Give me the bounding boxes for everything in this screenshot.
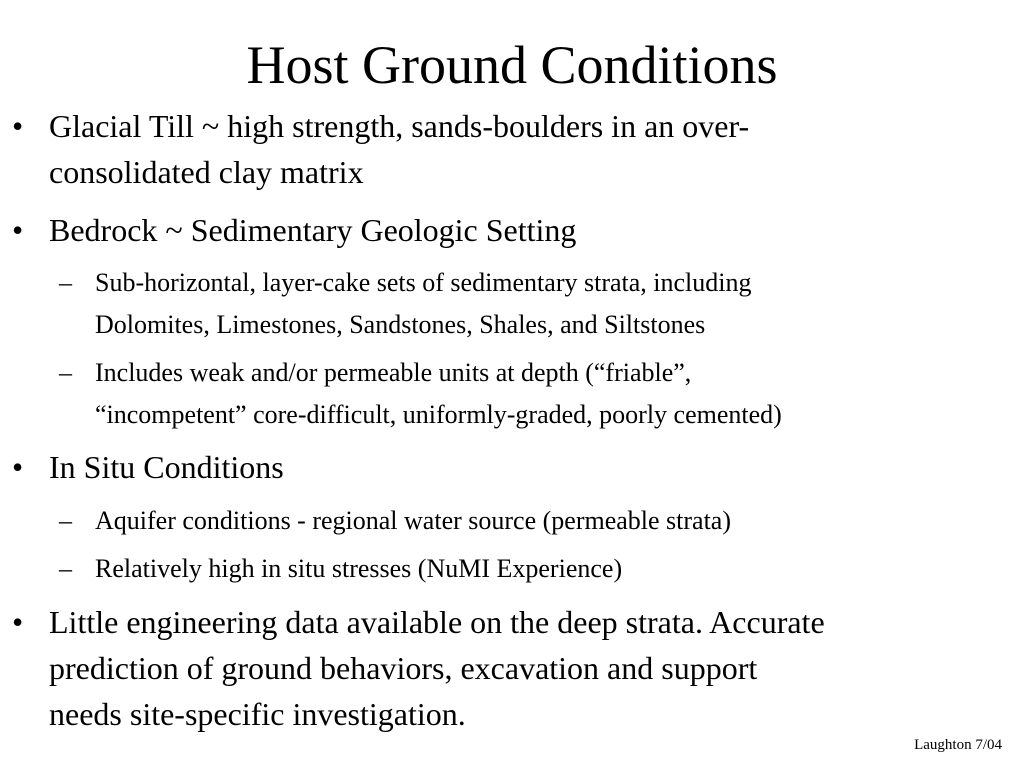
bullet-text (49, 599, 1019, 737)
sub-bullet-marker: – (59, 268, 72, 297)
slide-footer: Laughton 7/04 (914, 737, 1002, 753)
bullet-line: consolidated clay matrix (49, 154, 364, 190)
bullet-line: In Situ Conditions (49, 449, 284, 485)
sub-bullet-text (95, 262, 1015, 346)
bullet-line: Little engineering data available on the deep strata. Accurate (49, 604, 825, 640)
sub-bullet-text (95, 352, 1015, 436)
sub-bullet-marker: – (59, 554, 72, 583)
bullet-line: prediction of ground behaviors, excavation and support (49, 650, 758, 686)
bullet-marker: • (12, 604, 24, 640)
bullet-marker: • (12, 212, 24, 248)
bullet-text (49, 207, 1019, 253)
sub-bullet-marker: – (59, 506, 72, 535)
sub-bullet-line: Includes weak and/or permeable units at depth (“friable”, (95, 358, 692, 387)
sub-bullet-text (95, 548, 1015, 590)
bullet-text (49, 444, 1019, 490)
bullet-marker: • (12, 108, 24, 144)
slide-title: Host Ground Conditions (246, 35, 778, 95)
bullet-line: Bedrock ~ Sedimentary Geologic Setting (49, 212, 577, 248)
bullet-marker: • (12, 449, 24, 485)
bullet-text (49, 103, 1019, 195)
sub-bullet-line: Aquifer conditions - regional water source (permeable strata) (95, 506, 732, 535)
sub-bullet-marker: – (59, 358, 72, 387)
sub-bullet-line: Relatively high in situ stresses (NuMI Experience) (95, 554, 623, 583)
bullet-line: Glacial Till ~ high strength, sands-boulders in an over- (49, 108, 750, 144)
sub-bullet-text (95, 500, 1015, 542)
sub-bullet-line: “incompetent” core-difficult, uniformly-graded, poorly cemented) (95, 400, 782, 429)
sub-bullet-line: Sub-horizontal, layer-cake sets of sedimentary strata, including (95, 268, 752, 297)
bullet-line: needs site-specific investigation. (49, 696, 466, 732)
sub-bullet-line: Dolomites, Limestones, Sandstones, Shales, and Siltstones (95, 310, 706, 339)
